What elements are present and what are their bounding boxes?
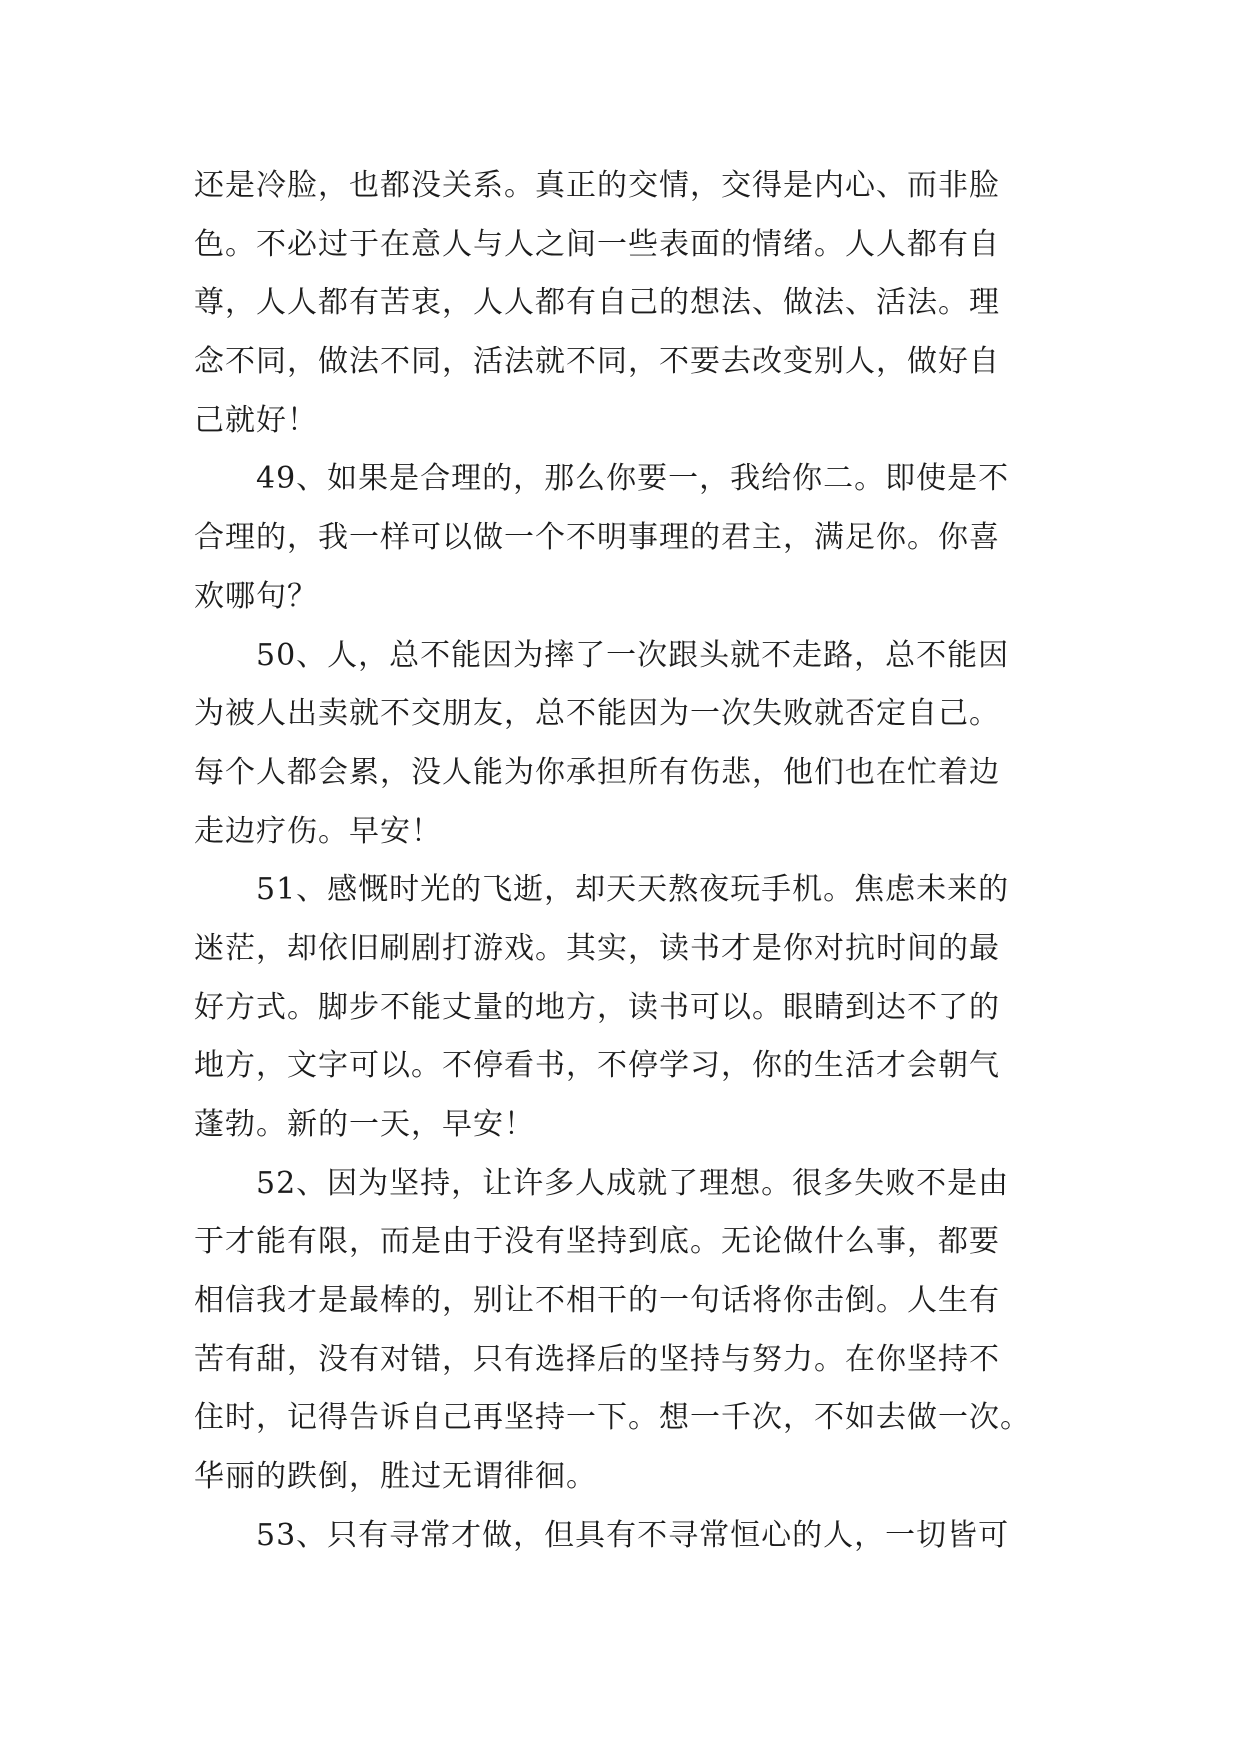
- text-line: 49、如果是合理的，那么你要一，我给你二。即使是不: [256, 461, 1010, 497]
- text-line: 地方，文字可以。不停看书，不停学习，你的生活才会朝气: [194, 1048, 1000, 1084]
- document-body: [194, 157, 1074, 1566]
- text-line: 53、只有寻常才做，但具有不寻常恒心的人，一切皆可: [256, 1517, 1010, 1553]
- paragraph-53: [194, 1507, 1074, 1566]
- text-line: 52、因为坚持，让许多人成就了理想。很多失败不是由: [256, 1165, 1010, 1201]
- text-line: 己就好！: [194, 402, 318, 438]
- text-line: 每个人都会累，没人能为你承担所有伤悲，他们也在忙着边: [194, 754, 1000, 790]
- paragraph-52: [194, 1155, 1074, 1507]
- paragraph-50: [194, 627, 1074, 862]
- paragraph-51: [194, 861, 1074, 1154]
- paragraph-continued: [194, 157, 1074, 450]
- text-line: 50、人，总不能因为摔了一次跟头就不走路，总不能因: [256, 637, 1010, 673]
- text-line: 念不同，做法不同，活法就不同，不要去改变别人，做好自: [194, 344, 1000, 380]
- text-line: 迷茫，却依旧刷剧打游戏。其实，读书才是你对抗时间的最: [194, 930, 1000, 966]
- text-line: 还是冷脸，也都没关系。真正的交情，交得是内心、而非脸: [194, 168, 1000, 203]
- text-line: 色。不必过于在意人与人之间一些表面的情绪。人人都有自: [194, 226, 1000, 262]
- text-line: 住时，记得告诉自己再坚持一下。想一千次，不如去做一次。: [194, 1400, 1031, 1436]
- text-line: 好方式。脚步不能丈量的地方，读书可以。眼睛到达不了的: [194, 989, 1000, 1025]
- text-line: 苦有甜，没有对错，只有选择后的坚持与努力。在你坚持不: [194, 1341, 1000, 1377]
- text-line: 51、感慨时光的飞逝，却天天熬夜玩手机。焦虑未来的: [256, 872, 1010, 908]
- text-line: 尊，人人都有苦衷，人人都有自己的想法、做法、活法。理: [194, 285, 1000, 321]
- text-line: 蓬勃。新的一天，早安！: [194, 1107, 535, 1142]
- text-line: 走边疗伤。早安！: [194, 813, 442, 849]
- text-line: 为被人出卖就不交朋友，总不能因为一次失败就否定自己。: [194, 696, 1000, 732]
- paragraph-49: [194, 450, 1074, 626]
- text-line: 于才能有限，而是由于没有坚持到底。无论做什么事，都要: [194, 1224, 1000, 1260]
- text-line: 合理的，我一样可以做一个不明事理的君主，满足你。你喜: [194, 520, 1000, 556]
- text-line: 华丽的跌倒，胜过无谓徘徊。: [194, 1459, 597, 1495]
- text-line: 相信我才是最棒的，别让不相干的一句话将你击倒。人生有: [194, 1283, 1000, 1319]
- text-line: 欢哪句？: [194, 578, 318, 614]
